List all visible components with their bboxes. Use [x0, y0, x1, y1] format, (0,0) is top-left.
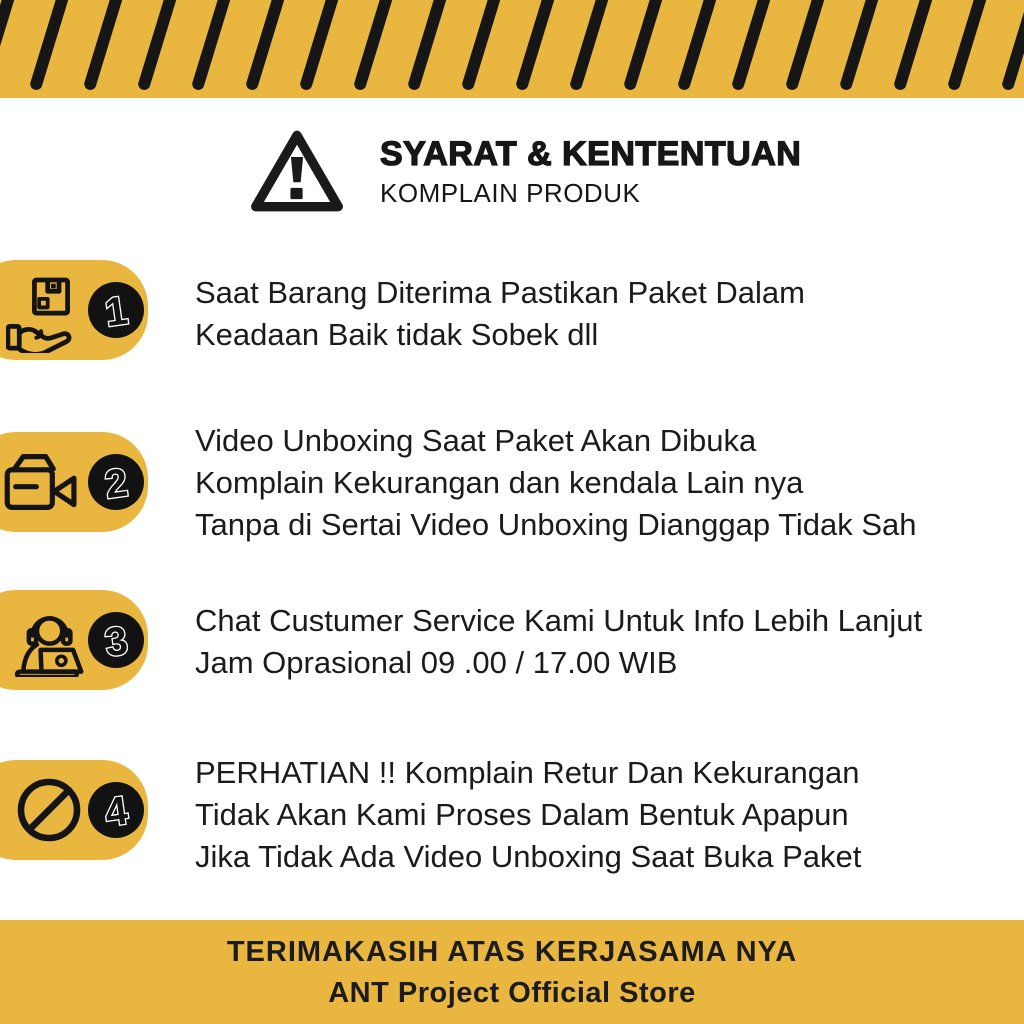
- hazard-stripe: [731, 0, 773, 91]
- footer-store-name: ANT Project Official Store: [328, 977, 696, 1009]
- hazard-stripe: [623, 0, 665, 91]
- hazard-stripe: [0, 0, 17, 91]
- hazard-stripe: [83, 0, 125, 91]
- item-text-line: Chat Custumer Service Kami Untuk Info Lebih Lanjut: [195, 603, 923, 638]
- hazard-stripe: [191, 0, 233, 91]
- hazard-stripe: [785, 0, 827, 91]
- hazard-stripe: [137, 0, 179, 91]
- item-text: [195, 752, 861, 878]
- svg-text:3: 3: [102, 618, 131, 666]
- hazard-stripe: [1001, 0, 1024, 91]
- warning-triangle-icon: [248, 126, 346, 216]
- item-number-tab: [0, 590, 148, 690]
- hazard-stripe: [677, 0, 719, 91]
- item-text-line: Jika Tidak Ada Video Unboxing Saat Buka Paket: [195, 839, 862, 874]
- item-text-line: Keadaan Baik tidak Sobek dll: [195, 317, 599, 352]
- number-badge: [87, 611, 145, 669]
- package-in-hand-icon: [6, 277, 78, 353]
- item-text: [195, 420, 917, 546]
- hazard-stripe: [947, 0, 989, 91]
- footer-band: [0, 920, 1024, 1024]
- customer-service-icon: [8, 603, 84, 677]
- hazard-stripe-band: [0, 0, 1024, 98]
- hazard-stripe: [353, 0, 395, 91]
- video-camera-icon: [4, 451, 80, 513]
- number-badge: [87, 281, 145, 339]
- hazard-stripe: [29, 0, 71, 91]
- item-text-line: Tanpa di Sertai Video Unboxing Dianggap Tidak Sah: [195, 507, 917, 542]
- hazard-stripe: [461, 0, 503, 91]
- item-text: [195, 600, 922, 684]
- hazard-stripe: [407, 0, 449, 91]
- hazard-stripe: [515, 0, 557, 91]
- item-text-line: Tidak Akan Kami Proses Dalam Bentuk Apapun: [195, 797, 849, 832]
- page-subtitle: KOMPLAIN PRODUK: [380, 178, 641, 208]
- hazard-stripe: [569, 0, 611, 91]
- footer-thanks-text: TERIMAKASIH ATAS KERJASAMA NYA: [226, 936, 798, 968]
- hazard-stripe: [893, 0, 935, 91]
- hazard-stripe: [245, 0, 287, 91]
- svg-text:2: 2: [102, 460, 131, 508]
- number-badge: [87, 781, 145, 839]
- number-badge: [87, 453, 145, 511]
- page-title: SYARAT & KENTENTUAN: [380, 135, 802, 173]
- item-text-line: PERHATIAN !! Komplain Retur Dan Kekurangan: [195, 755, 860, 790]
- item-number-tab: [0, 260, 148, 360]
- hazard-stripe: [299, 0, 341, 91]
- item-number-tab: [0, 432, 148, 532]
- item-text-line: Jam Oprasional 09 .00 / 17.00 WIB: [195, 645, 678, 680]
- item-text: [195, 272, 805, 356]
- svg-text:4: 4: [102, 788, 131, 836]
- prohibited-icon: [14, 775, 84, 845]
- svg-text:1: 1: [102, 288, 131, 336]
- item-text-line: Video Unboxing Saat Paket Akan Dibuka: [195, 423, 757, 458]
- item-text-line: Komplain Kekurangan dan kendala Lain nya: [195, 465, 804, 500]
- hazard-stripe: [839, 0, 881, 91]
- item-text-line: Saat Barang Diterima Pastikan Paket Dalam: [195, 275, 805, 310]
- item-number-tab: [0, 760, 148, 860]
